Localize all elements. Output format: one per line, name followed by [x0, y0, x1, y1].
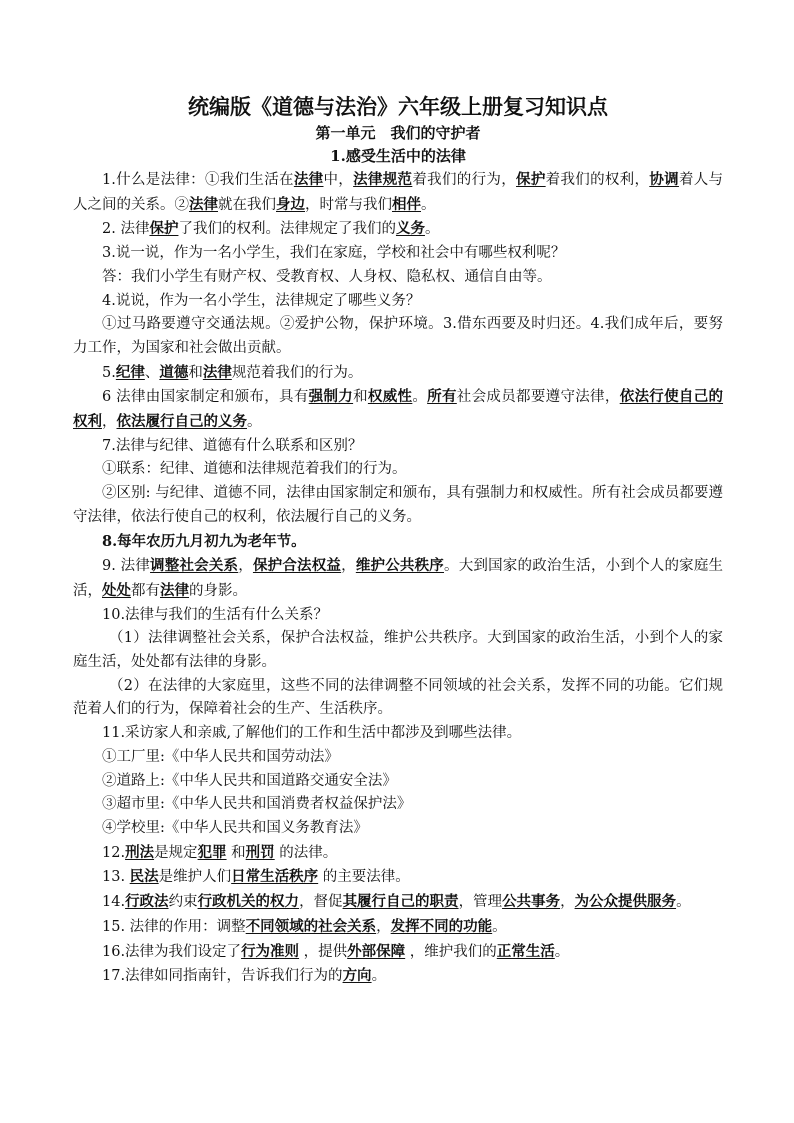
text: ，督促 — [299, 894, 343, 911]
text: 。 — [421, 196, 436, 213]
item-4: 4.说说，作为一名小学生，法律规定了哪些义务？ — [102, 292, 421, 309]
text: 。 — [412, 389, 428, 406]
text: 。 — [247, 414, 262, 431]
lesson-heading: 1.感受生活中的法律 — [330, 147, 466, 165]
keyword: 维护公共秩序 — [355, 557, 445, 575]
text: 5. — [102, 364, 116, 381]
item-5 — [73, 361, 723, 386]
keyword: 权威性 — [367, 388, 413, 406]
text: 。大到国家的政治生活，小到个人的家庭生活， — [73, 558, 724, 599]
item-8 — [73, 530, 723, 555]
text: 9. 法律 — [102, 558, 151, 575]
keyword: 调整社会关系 — [150, 557, 239, 575]
text: 16.法律为我们设定了 — [102, 943, 242, 960]
item-11: 11.采访家人和亲戚,了解他们的工作和生活中都涉及到哪些法律。 — [102, 725, 522, 742]
keyword: 道德 — [159, 363, 189, 381]
document-title: 统编版《道德与法治》六年级上册复习知识点 — [188, 94, 608, 119]
text: 约束 — [168, 894, 198, 911]
item-17 — [73, 964, 723, 989]
text: 。 — [554, 943, 570, 960]
text: 的身影。 — [189, 582, 247, 599]
text: 是维护人们 — [158, 869, 232, 886]
document-page — [73, 92, 723, 989]
item-12 — [73, 841, 723, 866]
item-7-difference: ②区别: 与纪律、道德不同，法律由国家制定和颁布，具有强制力和权威性。所有社会成员都要遵守法律，依法行使自己的权利，依法履行自己的义务。 — [73, 485, 723, 525]
keyword: 刑法 — [125, 843, 155, 861]
text: 15. 法律的作用：调整 — [102, 918, 246, 935]
keyword: 保护 — [149, 220, 179, 238]
keyword: 其履行自己的职责 — [342, 893, 459, 911]
text: 规范着我们的行为。 — [231, 364, 363, 381]
text: ，时常与我们 — [305, 196, 392, 213]
keyword: 法律 — [293, 171, 324, 188]
keyword: 刑罚 — [245, 843, 275, 861]
keyword: 行政法 — [125, 893, 169, 911]
keyword: 保护合法权益 — [252, 557, 342, 575]
keyword: 法律 — [160, 581, 189, 599]
text: 的法律。 — [279, 844, 338, 861]
text: 着我们的权利， — [545, 172, 650, 188]
text: 1.什么是法律：①我们生活在 — [102, 172, 294, 188]
item-10-part-2: （2）在法律的大家庭里，这些不同的法律调整不同领域的社会关系，发挥不同的功能。它们规范着人们的行为，保障着社会的生产、生活秩序。 — [73, 677, 723, 718]
keyword: 保护 — [516, 171, 546, 188]
keyword: 发挥不同的功能 — [390, 917, 493, 935]
text: 中， — [323, 172, 354, 188]
item-7: 7.法律与纪律、道德有什么联系和区别？ — [102, 437, 363, 454]
keyword: 行为准则 — [241, 942, 300, 960]
text: ，维护我们的 — [409, 943, 497, 960]
text: 。 — [492, 918, 507, 935]
keyword: 相伴 — [392, 195, 421, 213]
item-15 — [73, 915, 723, 940]
keyword: 方向 — [342, 967, 372, 985]
text: 、 — [144, 364, 160, 381]
item-10: 10.法律与我们的生活有什么关系？ — [102, 606, 329, 623]
keyword: 依法行使自己的权利 — [73, 388, 724, 431]
item-16 — [73, 940, 723, 965]
item-3-answer: 答：我们小学生有财产权、受教育权、人身权、隐私权、通信自由等。 — [102, 268, 552, 285]
keyword: 处处 — [102, 581, 131, 599]
keyword: 身边 — [276, 195, 305, 213]
text: ， — [341, 558, 356, 575]
keyword: 义务 — [395, 220, 425, 238]
text: 和 — [231, 844, 246, 861]
text: ，提供 — [303, 943, 348, 960]
text: 社会成员都要遵守法律， — [456, 389, 620, 406]
text: 的主要法律。 — [322, 869, 410, 886]
keyword: 依法履行自己的义务 — [116, 413, 247, 431]
keyword: 为公众提供服务 — [574, 893, 677, 911]
item-11-law-3: ③超市里:《中华人民共和国消费者权益保护法》 — [102, 796, 412, 813]
item-3: 3.说一说，作为一名小学生，我们在家庭，学校和社会中有哪些权利呢？ — [102, 245, 566, 262]
keyword: 民法 — [129, 868, 159, 886]
item-14 — [73, 890, 723, 915]
item-11-law-4: ④学校里:《中华人民共和国义务教育法》 — [102, 819, 368, 836]
keyword: 纪律 — [115, 363, 145, 381]
keyword: 强制力 — [308, 388, 354, 406]
text: ， — [376, 918, 391, 935]
text: ， — [238, 558, 253, 575]
text: 和 — [188, 364, 203, 381]
item-2 — [73, 217, 723, 242]
text: 就在我们 — [218, 196, 276, 213]
item-7-connection: ①联系：纪律、道德和法律规范着我们的行为。 — [102, 461, 407, 478]
text: ， — [560, 894, 575, 911]
keyword: 法律 — [189, 195, 218, 213]
unit-heading: 第一单元 我们的守护者 — [315, 124, 481, 142]
keyword: 日常生活秩序 — [231, 868, 319, 886]
text: 17.法律如同指南针，告诉我们行为的 — [102, 968, 343, 985]
text: 14. — [102, 894, 126, 911]
keyword: 不同领域的社会关系 — [245, 917, 377, 935]
item-13 — [73, 865, 723, 890]
keyword: 行政机关的权力 — [197, 893, 300, 911]
keyword: 法律 — [202, 363, 232, 381]
keyword: 公共事务 — [502, 893, 561, 911]
text: 。 — [371, 968, 387, 985]
keyword: 法律规范 — [353, 171, 413, 188]
keyword: 所有 — [427, 388, 457, 406]
text: 着人与人之间的关系。② — [73, 172, 724, 213]
text: 了我们的权利。法律规定了我们的 — [178, 221, 396, 238]
text: 2. 法律 — [102, 221, 150, 238]
keyword: 协调 — [649, 171, 679, 188]
text: 着我们的行为， — [412, 172, 517, 188]
text: 和 — [353, 389, 368, 406]
text: 是规定 — [154, 844, 198, 861]
text: 。 — [424, 221, 440, 238]
item-4-answer: ①过马路要遵守交通法规。②爱护公物，保护环境。3.借东西要及时归还。4.我们成年后，要努力工作，为国家和社会做出贡献。 — [73, 316, 723, 356]
keyword: 8.每年农历九月初九为老年节。 — [102, 532, 306, 550]
text: ，管理 — [458, 894, 503, 911]
text: ， — [102, 414, 117, 431]
item-9 — [73, 554, 723, 603]
text: 都有 — [131, 582, 160, 599]
item-1 — [73, 168, 723, 217]
text: 13. — [102, 869, 126, 886]
item-11-law-1: ①工厂里:《中华人民共和国劳动法》 — [102, 748, 339, 765]
text: 。 — [676, 894, 691, 911]
keyword: 犯罪 — [197, 843, 227, 861]
item-11-law-2: ②道路上:《中华人民共和国道路交通安全法》 — [102, 772, 397, 789]
item-10-part-1: （1）法律调整社会关系，保护合法权益，维护公共秩序。大到国家的政治生活，小到个人的家庭生活，处处都有法律的身影。 — [73, 630, 723, 671]
keyword: 外部保障 — [347, 942, 406, 960]
text: 12. — [102, 844, 126, 861]
item-6 — [73, 385, 723, 434]
text: 6 法律由国家制定和颁布，具有 — [102, 389, 309, 406]
keyword: 正常生活 — [496, 942, 555, 960]
